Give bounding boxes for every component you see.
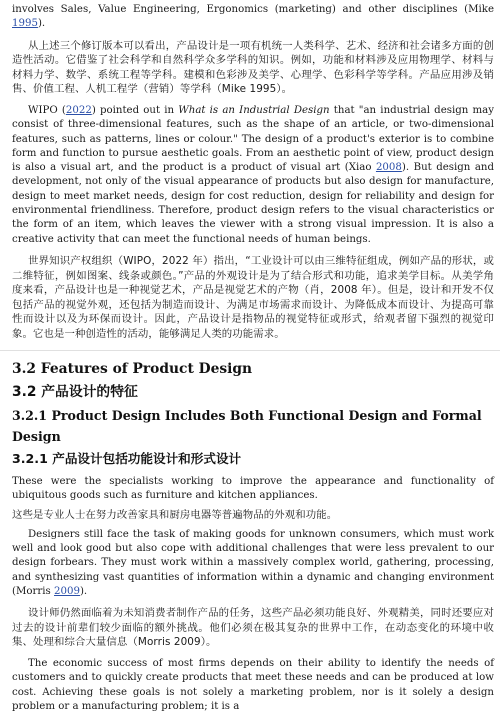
paragraph-text: ). <box>37 18 46 30</box>
subsection-heading-3-2-1-cn: 3.2.1 产品设计包括功能设计和形式设计 <box>12 450 242 466</box>
paragraph-cn-revisions: 从上述三个修订版本可以看出，产品设计是一项有机统一人类科学、艺术、经济和社会诸多方面的创造性活动。它借鉴了社会科学和自然科学众多学科的知识。例如，功能和材料涉及应用物理学、材料与材料力学、数学、系统工程等学科。建模和色彩涉及美学、心理学、色彩科学等学科。产品应用涉及销售、价值工程、人机工程学（营销）等学科（Mike 1995）。 <box>12 39 494 96</box>
paragraph-en-specialists: These were the specialists working to improve the appearance and functionality of ubiquitous goods such as furniture and kitchen appliances. <box>12 475 494 501</box>
paragraph-text: involves Sales, Value Engineering, Ergonomics (marketing) and other disciplines (Mike <box>12 4 494 15</box>
cited-title: What is an Industrial Design <box>178 104 330 116</box>
paragraph-text: ) pointed out in <box>91 104 179 116</box>
paragraph-cn-designers: 设计师仍然面临着为未知消费者制作产品的任务，这些产品必须功能良好、外观精美，同时还要应对过去的设计前辈们较少面临的额外挑战。他们必须在极其复杂的世界中工作，在动态变化的环境中收集、处理和综合大量信息（Morris 2009）。 <box>12 607 494 649</box>
citation-link-xiao-2008[interactable]: 2008 <box>375 162 402 174</box>
paragraph-continued-en <box>12 3 494 32</box>
paragraph-cn-specialists: 这些是专业人士在努力改善家具和厨房电器等普遍物品的外观和功能。 <box>12 509 338 522</box>
paragraph-text: WIPO ( <box>28 104 66 116</box>
paragraph-text: ). But design and development, not only of the visual appearance of products but also design for manufacture, design to meet market needs, design for cost reduction, design for reliability and design for environmental friendliness. Therefore, product design refers to the visual characteristics or the form of an item, which leaves the viewer with a strong visual impression. It is also a creative activity that can meet the functional needs of human beings. <box>12 162 494 245</box>
section-heading-3-2-en: 3.2 Features of Product Design <box>12 360 253 377</box>
paragraph-en-economic-success: The economic success of most firms depends on their ability to identify the needs of customers and to quickly create products that meet these needs and can be produced at low cost. Achieving these goals is not solely a marketing problem, nor is it solely a design problem or a manufacturing problem; it is a <box>12 657 494 712</box>
paragraph-text: that "an industrial design may consist of three-dimensional features, such as the shape of an article, or two-dimensional features, such as patterns, lines or colour." The design of a product's exterior is to combine form and function to pursue aesthetic goals. From an aesthetic point of view, product design is also a visual art, and the product is a product of visual art (Xiao <box>12 104 494 174</box>
document-page <box>0 3 500 712</box>
paragraph-text: ). <box>79 585 88 597</box>
section-heading-3-2-cn: 3.2 产品设计的特征 <box>12 383 138 400</box>
paragraph-en-designers <box>12 528 494 599</box>
paragraph-en-wipo <box>12 104 494 247</box>
paragraph-cn-wipo: 世界知识产权组织（WIPO，2022 年）指出，“工业设计可以由三维特征组成，例如产品的形状，或二维特征，例如图案、线条或颜色。”产品的外观设计是为了结合形式和功能，追求美学目标。从美学角度来看，产品设计也是一种视觉艺术，产品是视觉艺术的产物（肖，2008 年）。但是，设计和开发不仅包括产品的视觉外观，还包括为制造而设计、为满足市场需求而设计、为降低成本而设计、为提高可靠性而设计以及为环保而设计。因此，产品设计是指物品的视觉特征或形式，给观者留下强烈的视觉印象。它也是一种创造性的活动，能够满足人类的功能需求。 <box>12 254 494 340</box>
paragraph-text: Designers still face the task of making goods for unknown consumers, which must work well and look good but also cope with additional challenges that were less prevalent to our design forbears. They must work within a massively complex world, gathering, processing, and synthesizing vast quantities of information within a dynamic and changing environment (Morris <box>12 528 494 597</box>
citation-link-mike-1995[interactable]: 1995 <box>12 18 38 30</box>
citation-link-wipo-2022[interactable]: 2022 <box>65 104 92 116</box>
citation-link-morris-2009[interactable]: 2009 <box>54 585 80 597</box>
subsection-heading-3-2-1-en: 3.2.1 Product Design Includes Both Functional Design and Formal Design <box>12 407 482 444</box>
